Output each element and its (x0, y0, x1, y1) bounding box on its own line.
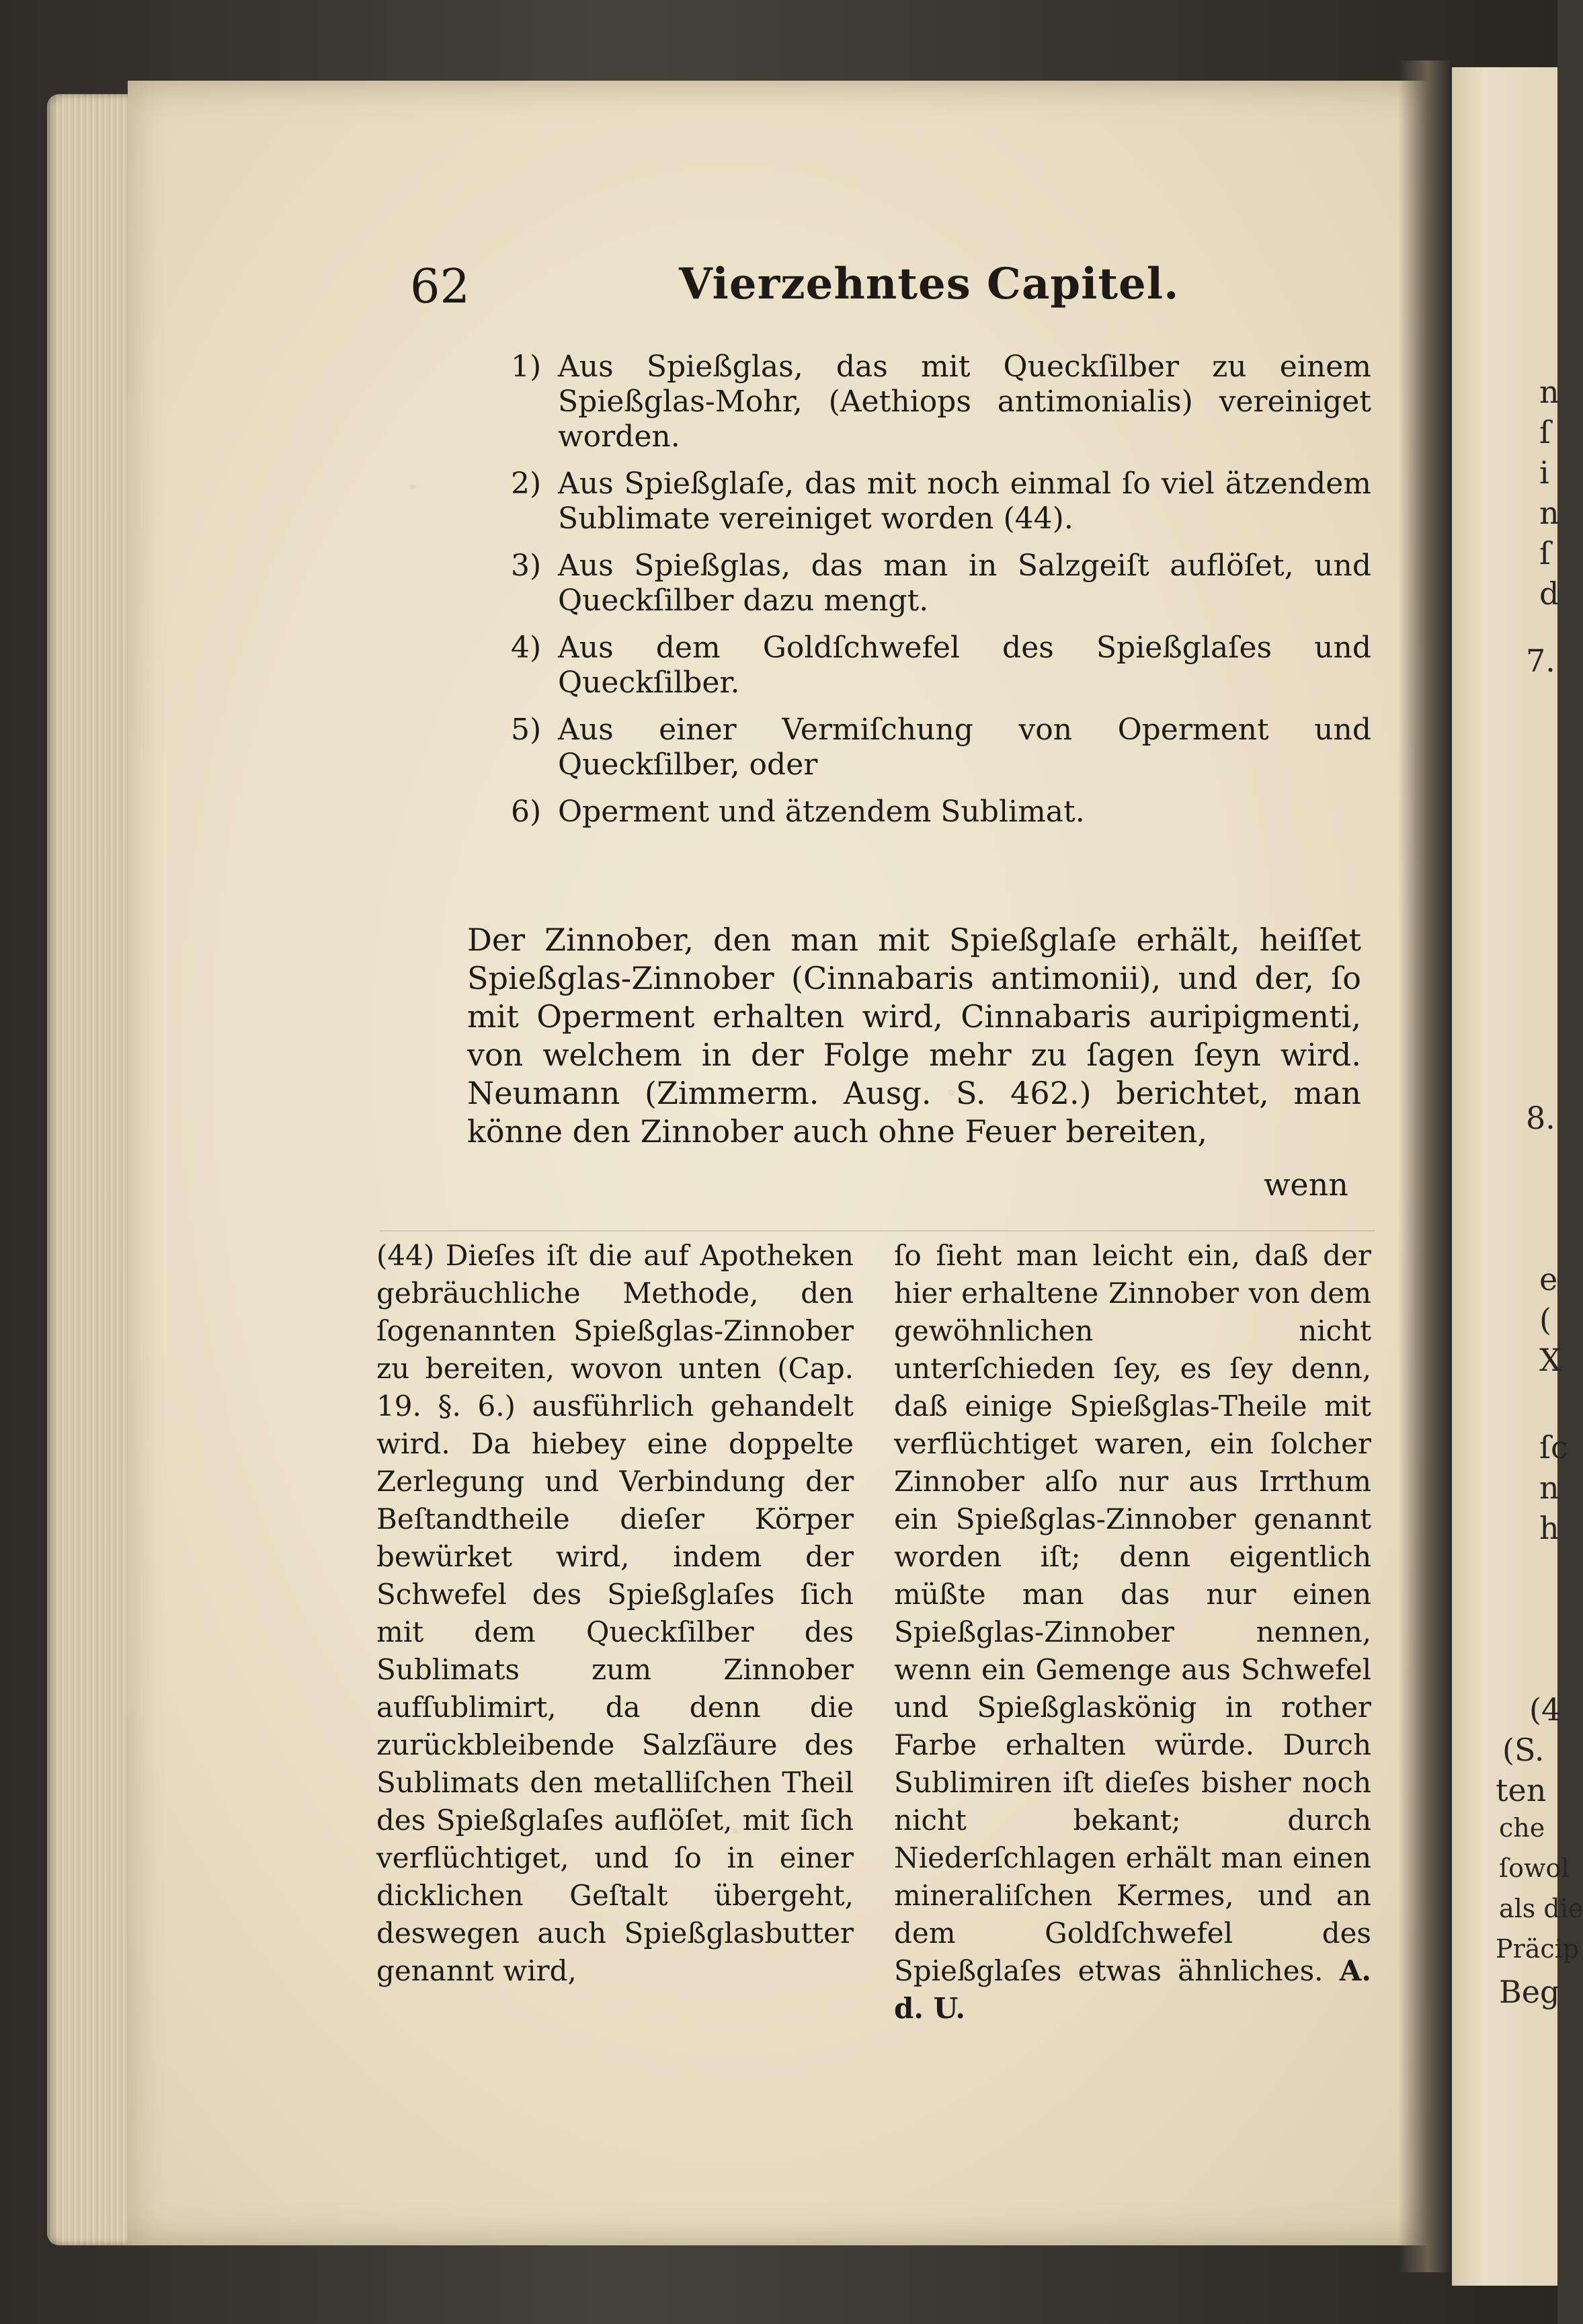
list-number: 4) (511, 631, 542, 665)
footnote-text: (44) Dieſes iſt die auf Apotheken gebräuchliche Methode, den ſogenannten Spießglas-Zinnober zu bereiten, wovon unten (Cap. 19. §. 6.) ausführlich gehandelt wird. Da hiebey eine doppelte Zerlegung und Verbindung der Beſtandtheile dieſer Körper bewürket wird, indem der Schwefel des Spießglaſes ſich mit dem Queckſilber des Sublimats zum Zinnober aufſublimirt, da denn die zurückbleibende Salzſäure des Sublimats den metalliſchen Theil des Spießglaſes auflöſet, mit ſich verflüchtiget, und ſo in einer dicklichen Geſtalt übergeht, deswegen auch Spießglasbutter genannt wird, (376, 1239, 854, 1987)
main-paragraph: Der Zinnober, den man mit Spießglaſe erhält, heiſſet Spießglas-Zinnober (Cinnabaris antimonii), und der, ſo mit Operment erhalten wird, Cinnabaris auripigmenti, von welchem in der Folge mehr zu ſagen ſeyn wird. Neumann (Zimmerm. Ausg. S. 462.) berichtet, man könne den Zinnober auch ohne Feuer bereiten, (467, 922, 1361, 1150)
list-item (511, 631, 1371, 700)
list-text: Aus dem Goldſchwefel des Spießglaſes und Queckſilber. (558, 631, 1371, 700)
footnote-divider (380, 1230, 1375, 1232)
next-page-fragment: (S. (1502, 1732, 1545, 1768)
next-page-fragment: 8. (1526, 1100, 1555, 1136)
next-page-fragment: d (1539, 575, 1559, 612)
footnote-right-column (894, 1237, 1371, 2028)
list-text: Operment und ätzendem Sublimat. (558, 795, 1085, 829)
next-page-fragment: n (1539, 1470, 1559, 1506)
next-page-fragment: n (1539, 495, 1559, 531)
numbered-list (511, 350, 1371, 842)
list-text: Aus Spießglas, das man in Salzgeiſt auflöſet, und Queckſilber dazu mengt. (558, 549, 1371, 618)
next-page-fragment: ( (1539, 1301, 1551, 1338)
next-page-fragment: h (1539, 1510, 1559, 1546)
paper-speck (410, 484, 415, 489)
next-page-fragment: ſ (1539, 414, 1551, 450)
next-page-fragment: che (1499, 1813, 1545, 1843)
next-page-fragment: i (1539, 454, 1549, 491)
footnote-left-column (376, 1237, 854, 1990)
next-page-fragment: als die (1499, 1894, 1583, 1923)
list-item (511, 713, 1371, 783)
list-number: 3) (511, 549, 542, 583)
next-page-fragment: e (1539, 1261, 1558, 1297)
list-number: 6) (511, 795, 542, 829)
next-page-fragment: Beg (1499, 1974, 1560, 2010)
catchword: wenn (1264, 1166, 1348, 1203)
list-number: 1) (511, 350, 542, 384)
next-page-fragment: n (1539, 374, 1559, 410)
next-page-fragment: ſowol (1499, 1853, 1570, 1883)
next-page-fragment: ſ (1539, 535, 1551, 571)
footnote-signature: A. d. U. (894, 1954, 1371, 2025)
list-item (511, 350, 1371, 454)
book-gutter (1398, 61, 1452, 2272)
list-item (511, 549, 1371, 618)
next-page-fragment: 7. (1526, 643, 1555, 679)
next-page-fragment: X (1539, 1342, 1561, 1378)
list-number: 2) (511, 467, 542, 501)
next-page-fragment: ſc (1539, 1429, 1568, 1466)
list-item (511, 467, 1371, 536)
list-text: Aus einer Vermiſchung von Operment und Queckſilber, oder (558, 713, 1371, 782)
footnote-text: ſo ſieht man leicht ein, daß der hier erhaltene Zinnober von dem gewöhnlichen nicht unterſchieden ſey, es ſey denn, daß einige Spießglas-Theile mit verflüchtiget waren, ein ſolcher Zinnober alſo nur aus Irrthum ein Spießglas-Zinnober genannt worden iſt; denn eigentlich müßte man das nur einen Spießglas-Zinnober nennen, wenn ein Gemenge aus Schwefel und Spießglaskönig in rother Farbe erhalten würde. Durch Sublimiren iſt dieſes bisher noch nicht bekant; durch Niederſchlagen erhält man einen mineraliſchen Kermes, und an dem Goldſchwefel des Spießglaſes etwas ähnliches. (894, 1239, 1371, 1987)
list-text: Aus Spießglas, das mit Queckſilber zu einem Spießglas-Mohr, (Aethiops antimonialis) vereiniget worden. (558, 350, 1371, 454)
list-number: 5) (511, 713, 542, 747)
page-number: 62 (410, 259, 471, 314)
next-page-fragment: ten (1496, 1772, 1547, 1808)
next-page-fragment: (4 (1529, 1691, 1561, 1728)
list-item (511, 795, 1371, 830)
next-page-fragment: Präcip (1496, 1934, 1580, 1964)
running-title: Vierzehntes Capitel. (679, 259, 1180, 309)
list-text: Aus Spießglaſe, das mit noch einmal ſo viel ätzendem Sublimate vereiniget worden (44). (558, 467, 1371, 536)
